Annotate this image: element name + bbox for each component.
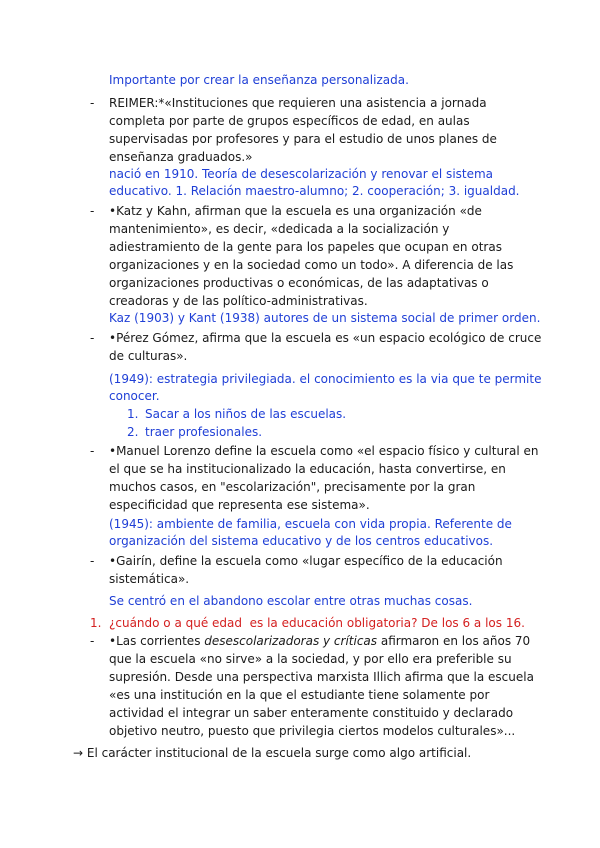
perez-line-2: de culturas».	[109, 349, 188, 363]
reimer-line-3: supervisadas por profesores y para el estudio de unos planes de	[109, 132, 497, 146]
perez-note-1: (1949): estrategia privilegiada. el conocimiento es la via que te permite	[109, 372, 542, 386]
bullet-dash: -	[90, 444, 95, 458]
reimer-line-1: REIMER:*«Instituciones que requieren una asistencia a jornada	[109, 96, 487, 110]
conclusion-text: El carácter institucional de la escuela surge como algo artificial.	[83, 746, 472, 760]
corrientes-italic: desescolarizadoras y críticas	[204, 634, 378, 648]
lorenzo-line-2: el que se ha institucionalizado la educación, hasta convertirse, en	[109, 462, 506, 476]
perez-line-1: •Pérez Gómez, afirma que la escuela es «un espacio ecológico de cruce	[109, 331, 542, 345]
perez-note-2: conocer.	[109, 389, 160, 403]
reimer-line-2: completa por parte de grupos específicos de edad, en aulas	[109, 114, 470, 128]
reimer-line-4: enseñanza graduados.»	[109, 150, 253, 164]
katz-line-3: adiestramiento de la gente para los papeles que ocupan en otras	[109, 240, 502, 254]
lorenzo-line-3: muchos casos, en "escolarización", precisamente por la gran	[109, 480, 476, 494]
corrientes-pre: •Las corrientes	[109, 634, 205, 648]
corrientes-post: afirmaron en los años 70	[377, 634, 531, 648]
katz-line-4: organizaciones y en la sociedad como un todo». A diferencia de las	[109, 258, 514, 272]
katz-line-1: •Katz y Kahn, afirman que la escuela es una organización «de	[109, 204, 482, 218]
list-item: traer profesionales.	[145, 425, 263, 439]
bullet-dash: -	[90, 204, 95, 218]
conclusion-line	[73, 746, 471, 762]
lorenzo-note-2: organización del sistema educativo y de los centros educativos.	[109, 534, 494, 548]
corrientes-line-1	[109, 634, 530, 650]
reimer-note-2: educativo. 1. Relación maestro-alumno; 2. cooperación; 3. igualdad.	[109, 184, 520, 198]
corrientes-line-2: que la escuela «no sirve» a la sociedad, y por ello era preferible su	[109, 652, 512, 666]
corrientes-line-3: supresión. Desde una perspectiva marxista Illich afirma que la escuela	[109, 670, 534, 684]
question-text: ¿cuándo o a qué edad es la educación obligatoria? De los 6 a los 16.	[109, 616, 525, 630]
gairin-line-2: sistemática».	[109, 572, 190, 586]
lorenzo-line-1: •Manuel Lorenzo define la escuela como «el espacio físico y cultural en	[109, 444, 539, 458]
gairin-note: Se centró en el abandono escolar entre otras muchas cosas.	[109, 594, 473, 608]
corrientes-line-4: «es una institución en la que el estudiante tiene solamente por	[109, 688, 490, 702]
katz-line-6: creadoras y de las político-administrativas.	[109, 294, 368, 308]
lorenzo-note-1: (1945): ambiente de familia, escuela con vida propia. Referente de	[109, 517, 512, 531]
bullet-dash: -	[90, 634, 95, 648]
reimer-note-1: nació en 1910. Teoría de desescolarización y renovar el sistema	[109, 167, 494, 181]
list-number: 2.	[127, 425, 139, 439]
list-item: Sacar a los niños de las escuelas.	[145, 407, 347, 421]
katz-note: Kaz (1903) y Kant (1938) autores de un sistema social de primer orden.	[109, 311, 541, 325]
arrow-icon: →	[73, 746, 84, 760]
katz-line-2: mantenimiento», es decir, «dedicada a la socialización y	[109, 222, 450, 236]
corrientes-line-5: actividad el integrar un saber enteramente constituido y declarado	[109, 706, 514, 720]
gairin-line-1: •Gairín, define la escuela como «lugar específico de la educación	[109, 554, 503, 568]
question-number: 1.	[90, 616, 102, 630]
lorenzo-line-4: especificidad que representa ese sistema».	[109, 498, 370, 512]
bullet-dash: -	[90, 96, 95, 110]
list-number: 1.	[127, 407, 139, 421]
katz-line-5: organizaciones productivas o económicas, de las adaptativas o	[109, 276, 489, 290]
corrientes-line-6: objetivo neutro, puesto que privilegia ciertos modelos culturales»...	[109, 724, 516, 738]
bullet-dash: -	[90, 554, 95, 568]
bullet-dash: -	[90, 331, 95, 345]
intro-note: Importante por crear la enseñanza personalizada.	[109, 73, 409, 87]
